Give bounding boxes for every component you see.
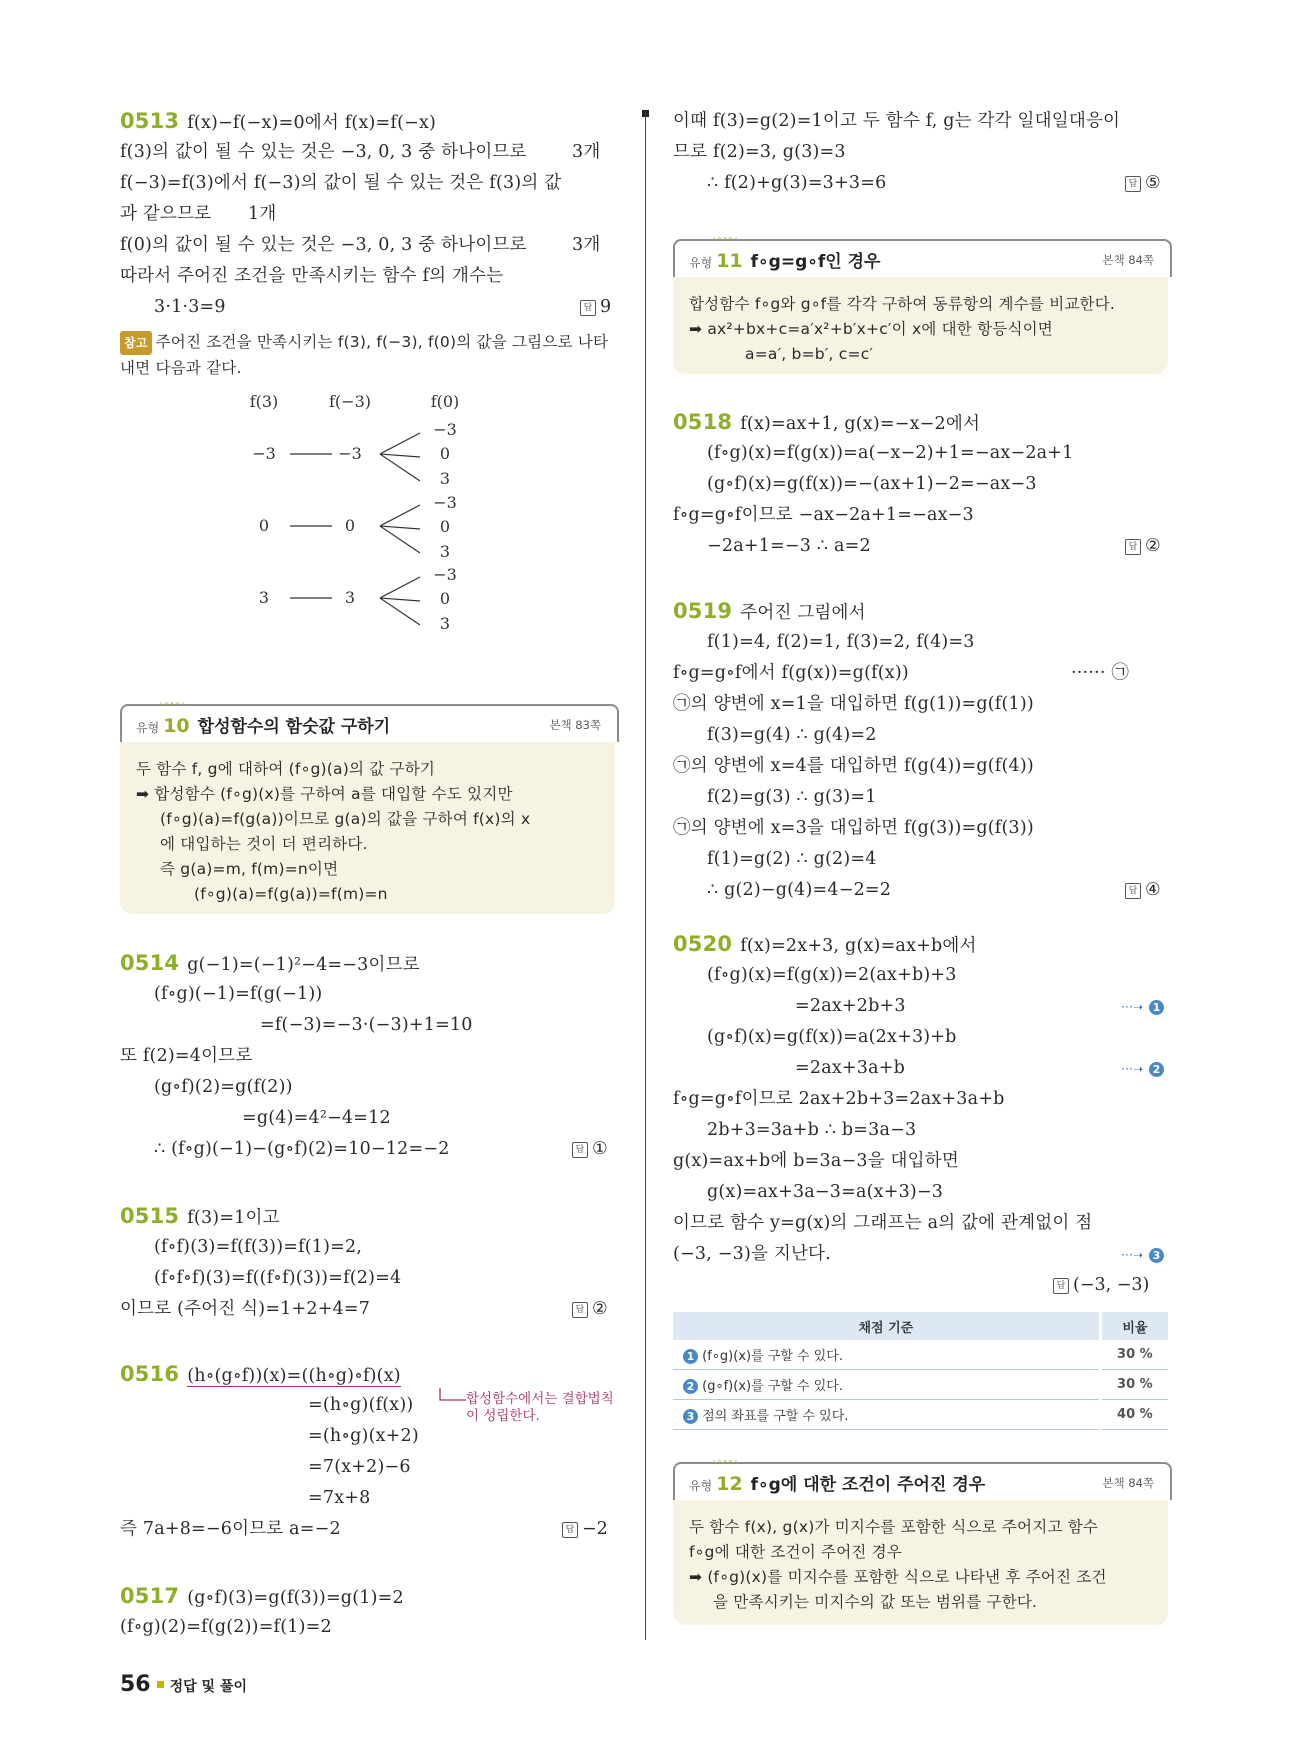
type10-line: (f∘g)(a)=f(g(a))이므로 g(a)의 값을 구하여 f(x)의 x (160, 810, 531, 828)
note-0513-line2: 내면 다음과 같다. (120, 359, 242, 377)
tree-branch (380, 526, 420, 529)
tree-a-2: 3 (258, 588, 270, 607)
problem-0520-line: 2b+3=3a+b ∴ b=3a−3 (707, 1120, 917, 1140)
step-marker-2: ···➝ 2 (1121, 1057, 1164, 1080)
problem-0513-line5: f(0)의 값이 될 수 있는 것은 −3, 0, 3 중 하나이므로 (120, 235, 527, 255)
type10-line: 에 대입하는 것이 더 편리하다. (160, 835, 368, 853)
problem-0519-line: f(3)=g(4) ∴ g(4)=2 (707, 725, 877, 745)
tree-branch (380, 598, 420, 601)
problem-0514-line: (f∘g)(−1)=f(g(−1)) (154, 984, 323, 1004)
tree-a-0: −3 (252, 444, 276, 463)
problem-number-0518: 0518 (673, 410, 733, 434)
problem-0513-line1: 0513 f(x)−f(−x)=0에서 f(x)=f(−x) (120, 109, 437, 133)
answer-0515: 답 ② (572, 1298, 608, 1320)
tree-b-1: 0 (344, 516, 356, 535)
grading-header-criteria: 채점 기준 (673, 1312, 1100, 1340)
problem-0515-line: (f∘f∘f)(3)=f((f∘f)(3))=f(2)=4 (154, 1268, 402, 1288)
type12-line: f∘g에 대한 조건이 주어진 경우 (689, 1543, 903, 1561)
tree-branch (380, 577, 420, 598)
problem-0520-line: 이므로 함수 y=g(x)의 그래프는 a의 값에 관계없이 점 (673, 1213, 1093, 1233)
page-number: 56 (120, 1672, 151, 1697)
tree-b-2: 3 (344, 588, 356, 607)
problem-0513-line6: 따라서 주어진 조건을 만족시키는 함수 f의 개수는 (120, 266, 504, 286)
grading-ratio: 40 % (1100, 1400, 1168, 1430)
problem-0519-line: ㉠의 양변에 x=4를 대입하면 f(g(4))=g(f(4)) (673, 756, 1034, 776)
note-0513-line1: 참고 주어진 조건을 만족시키는 f(3), f(−3), f(0)의 값을 그림으로 나타 (120, 331, 608, 355)
problem-0520-line: (g∘f)(x)=g(f(x))=a(2x+3)+b (707, 1027, 957, 1047)
problem-0516-line: 0516 (h∘(g∘f))(x)=((h∘g)∘f)(x) (120, 1362, 401, 1386)
grading-row (673, 1340, 1168, 1370)
answer-icon: 답 (1125, 539, 1141, 555)
problem-number-0517: 0517 (120, 1584, 180, 1608)
tree-c-2-1: 0 (439, 589, 451, 608)
problem-0520-line: g(x)=ax+3a−3=a(x+3)−3 (707, 1182, 944, 1202)
problem-0514-line: =f(−3)=−3·(−3)+1=10 (260, 1015, 473, 1035)
type12-content (673, 1500, 1168, 1625)
problem-0519-line: f∘g=g∘f에서 f(g(x))=g(f(x)) (673, 663, 909, 683)
problem-0513-count1: 3개 (572, 142, 601, 162)
answer-0517: 답 ⑤ (1125, 172, 1161, 194)
problem-0519-line: 0519 주어진 그림에서 (673, 599, 866, 623)
problem-0520-line: 0520 f(x)=2x+3, g(x)=ax+b에서 (673, 932, 977, 956)
footer-square-icon (157, 1681, 164, 1688)
problem-0513-count3: 3개 (572, 235, 601, 255)
type10-line: (f∘g)(a)=f(g(a))=f(m)=n (194, 885, 388, 903)
problem-0517-line: 이때 f(3)=g(2)=1이고 두 함수 f, g는 각각 일대일대응이 (673, 111, 1121, 131)
answer-icon: 답 (1053, 1278, 1069, 1294)
problem-0520-line: (−3, −3)을 지난다. (673, 1244, 831, 1264)
problem-number-0515: 0515 (120, 1204, 180, 1228)
grading-criteria: 2 (g∘f)(x)를 구할 수 있다. (673, 1370, 1100, 1400)
tree-b-0: −3 (338, 444, 362, 463)
answer-icon: 답 (580, 300, 596, 316)
type11-header (673, 233, 1172, 277)
answer-icon: 답 (562, 1522, 578, 1538)
problem-0516-line: =7x+8 (308, 1488, 371, 1508)
note-tag: 참고 (120, 331, 152, 355)
tree-branch (380, 598, 420, 625)
answer-0519: 답 ④ (1125, 879, 1161, 901)
grading-ratio: 30 % (1100, 1340, 1168, 1370)
problem-0518-line: (g∘f)(x)=g(f(x))=−(ax+1)−2=−ax−3 (707, 474, 1037, 494)
problem-0518-line: f∘g=g∘f이므로 −ax−2a+1=−ax−3 (673, 505, 974, 525)
type12-header (673, 1456, 1172, 1500)
problem-0519-line: f(2)=g(3) ∴ g(3)=1 (707, 787, 877, 807)
type11-title: 유형 11 f∘g=g∘f인 경우 (689, 250, 881, 272)
problem-0519-line: ∴ g(2)−g(4)=4−2=2 (707, 880, 892, 900)
problem-0519-line: ㉠의 양변에 x=1을 대입하면 f(g(1))=g(f(1)) (673, 694, 1034, 714)
type10-reference: 본책 83쪽 (549, 718, 601, 732)
tree-c-1-0: −3 (433, 493, 457, 512)
type10-title: 유형 10 합성함수의 함숫값 구하기 (136, 715, 391, 737)
answer-icon: 답 (572, 1142, 588, 1158)
problem-0517-line: 0517 (g∘f)(3)=g(f(3))=g(1)=2 (120, 1584, 404, 1608)
side-note-line2: 이 성립한다. (466, 1408, 540, 1424)
problem-number-0514: 0514 (120, 951, 180, 975)
tree-branch (380, 454, 420, 481)
problem-number-0516: 0516 (120, 1362, 180, 1386)
type11-content (673, 277, 1168, 374)
problem-0514-line: 0514 g(−1)=(−1)²−4=−3이므로 (120, 951, 420, 975)
step-marker-1: ···➝ 1 (1121, 995, 1164, 1018)
tree-c-2-0: −3 (433, 565, 457, 584)
problem-0513-count2: 1개 (248, 204, 277, 224)
answer-0520: 답 (−3, −3) (1053, 1274, 1149, 1296)
problem-0518-line: −2a+1=−3 ∴ a=2 (707, 536, 871, 556)
grading-table (673, 1312, 1168, 1430)
problem-0513-line2: f(3)의 값이 될 수 있는 것은 −3, 0, 3 중 하나이므로 (120, 142, 527, 162)
problem-0514-line: ∴ (f∘g)(−1)−(g∘f)(2)=10−12=−2 (154, 1139, 450, 1159)
tree-c-0-1: 0 (439, 444, 451, 463)
grading-criteria: 3 점의 좌표를 구할 수 있다. (673, 1400, 1100, 1430)
tree-a-1: 0 (258, 516, 270, 535)
tree-c-2-2: 3 (439, 614, 451, 633)
type11-line: ➡ ax²+bx+c=a′x²+b′x+c′이 x에 대한 항등식이면 (689, 320, 1053, 338)
grading-header-ratio: 비율 (1100, 1312, 1168, 1340)
problem-number-0513: 0513 (120, 109, 180, 133)
tree-branch (380, 454, 420, 457)
type10-line: 즉 g(a)=m, f(m)=n이면 (160, 860, 339, 878)
tree-c-1-1: 0 (439, 517, 451, 536)
problem-0519-line: f(1)=g(2) ∴ g(2)=4 (707, 849, 877, 869)
type12-line: 두 함수 f(x), g(x)가 미지수를 포함한 식으로 주어지고 함수 (689, 1518, 1099, 1536)
problem-0520-line: f∘g=g∘f이므로 2ax+2b+3=2ax+3a+b (673, 1089, 1005, 1109)
problem-0519-line: f(1)=4, f(2)=1, f(3)=2, f(4)=3 (707, 632, 975, 652)
problem-0517-line: 므로 f(2)=3, g(3)=3 (673, 142, 846, 162)
grading-ratio: 30 % (1100, 1370, 1168, 1400)
type10-line: 두 함수 f, g에 대하여 (f∘g)(a)의 값 구하기 (136, 760, 436, 778)
problem-0517-line: (f∘g)(2)=f(g(2))=f(1)=2 (120, 1617, 332, 1637)
grading-row (673, 1370, 1168, 1400)
type10-header (120, 698, 619, 742)
problem-0515-line: 이므로 (주어진 식)=1+2+4=7 (120, 1299, 371, 1319)
tree-branch (380, 526, 420, 553)
problem-number-0520: 0520 (673, 932, 733, 956)
problem-0513-line3: f(−3)=f(3)에서 f(−3)의 값이 될 수 있는 것은 f(3)의 값 (120, 173, 562, 193)
problem-0519-line: ㉠의 양변에 x=3을 대입하면 f(g(3))=g(f(3)) (673, 818, 1034, 838)
answer-icon: 답 (1125, 883, 1141, 899)
problem-0520-line: g(x)=ax+b에 b=3a−3을 대입하면 (673, 1151, 959, 1171)
tree-c-0-0: −3 (433, 420, 457, 439)
answer-icon: 답 (572, 1302, 588, 1318)
answer-0514: 답 ① (572, 1138, 608, 1160)
column-divider (645, 112, 646, 1640)
step-marker-3: ···➝ 3 (1121, 1243, 1164, 1266)
grading-header-row (673, 1312, 1168, 1340)
tree-header-f3: f(3) (249, 392, 279, 411)
type12-line: ➡ (f∘g)(x)를 미지수를 포함한 식으로 나타낸 후 주어진 조건 (689, 1568, 1107, 1586)
problem-0520-line: (f∘g)(x)=f(g(x))=2(ax+b)+3 (707, 965, 957, 985)
problem-0520-line: =2ax+3a+b (795, 1058, 905, 1078)
wave-icon: 〰〰 (713, 1456, 736, 1471)
problem-0518-line: 0518 f(x)=ax+1, g(x)=−x−2에서 (673, 410, 981, 434)
problem-0516-line: =(h∘g)(f(x)) (308, 1395, 414, 1415)
type11-line: 합성함수 f∘g와 g∘f를 각각 구하여 동류항의 계수를 비교한다. (689, 295, 1116, 313)
problem-0518-line: (f∘g)(x)=f(g(x))=a(−x−2)+1=−ax−2a+1 (707, 443, 1074, 463)
footer-label: 정답 및 풀이 (169, 1679, 247, 1695)
tree-header-f0: f(0) (430, 392, 460, 411)
tree-c-1-2: 3 (439, 542, 451, 561)
type10-line: ➡ 합성함수 (f∘g)(x)를 구하여 a를 대입할 수도 있지만 (136, 785, 513, 803)
problem-number-0519: 0519 (673, 599, 733, 623)
problem-0516-line: =7(x+2)−6 (308, 1457, 411, 1477)
problem-0513-line7: 3·1·3=9 (154, 297, 226, 317)
tree-branch (380, 433, 420, 454)
annotation-connector (438, 1388, 468, 1412)
equation-marker: ······ ㉠ (1071, 663, 1130, 683)
type10-content (120, 742, 615, 914)
grading-criteria: 1 (f∘g)(x)를 구할 수 있다. (673, 1340, 1100, 1370)
answer-0516: 답 −2 (562, 1518, 608, 1540)
problem-0514-line: 또 f(2)=4이므로 (120, 1046, 253, 1066)
page-footer (120, 1672, 247, 1697)
problem-0520-line: =2ax+2b+3 (795, 996, 906, 1016)
type11-line: a=a′, b=b′, c=c′ (745, 345, 874, 363)
tree-header-f-3: f(−3) (329, 392, 371, 411)
problem-0514-line: (g∘f)(2)=g(f(2)) (154, 1077, 293, 1097)
grading-row (673, 1400, 1168, 1430)
problem-0516-line: =(h∘g)(x+2) (308, 1426, 419, 1446)
type12-title: 유형 12 f∘g에 대한 조건이 주어진 경우 (689, 1473, 986, 1495)
wave-icon: 〰〰 (160, 698, 183, 713)
problem-0515-line: 0515 f(3)=1이고 (120, 1204, 280, 1228)
tree-c-0-2: 3 (439, 469, 451, 488)
problem-0513-line4: 과 같으므로 (120, 204, 212, 224)
answer-icon: 답 (1125, 176, 1141, 192)
type11-reference: 본책 84쪽 (1102, 253, 1154, 267)
answer-0518: 답 ② (1125, 535, 1161, 557)
answer-0513: 답 9 (580, 296, 611, 318)
problem-0515-line: (f∘f)(3)=f(f(3))=f(1)=2, (154, 1237, 363, 1257)
type12-line: 을 만족시키는 미지수의 값 또는 범위를 구한다. (713, 1593, 1038, 1611)
problem-0514-line: =g(4)=4²−4=12 (242, 1108, 391, 1128)
tree-branch (380, 505, 420, 526)
problem-0517-line: ∴ f(2)+g(3)=3+3=6 (707, 173, 887, 193)
side-note-line1: 합성함수에서는 결합법칙 (466, 1391, 614, 1407)
type12-reference: 본책 84쪽 (1102, 1476, 1154, 1490)
problem-0516-line: 즉 7a+8=−6이므로 a=−2 (120, 1519, 341, 1539)
wave-icon: 〰〰 (713, 233, 736, 248)
tree-diagram (230, 388, 490, 648)
